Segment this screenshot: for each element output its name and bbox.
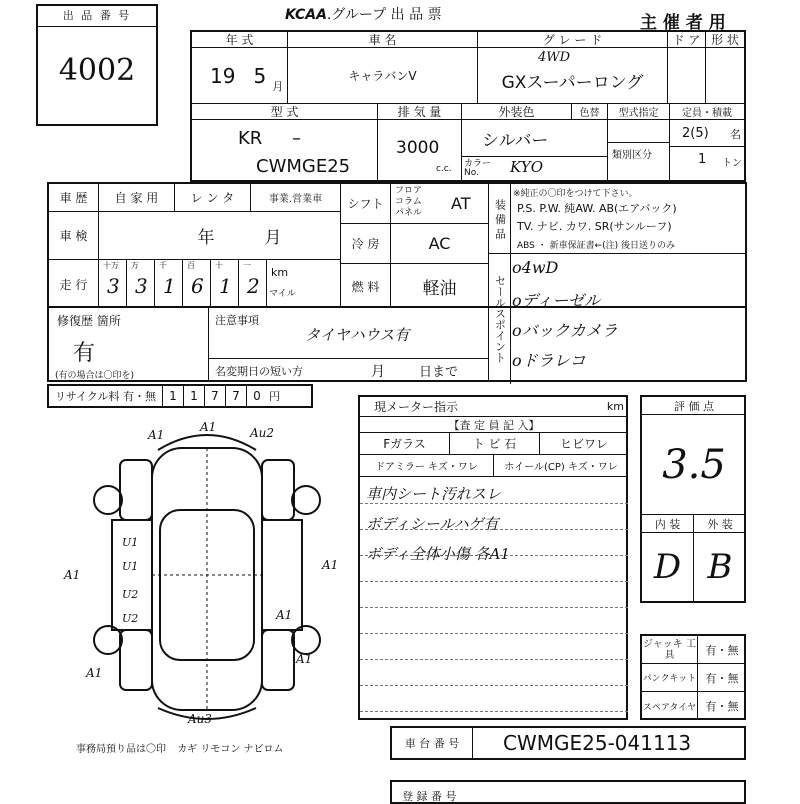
type-designation-label: 型式指定 [608,104,670,120]
inspector-block [358,395,628,720]
sales-points-label: セールスポイント [489,254,511,384]
grade-label: グ レ ー ド [478,32,668,48]
header-title [285,4,442,24]
ac-label: 冷 房 [341,224,391,264]
damage-mark: A1 [86,666,103,680]
mileage-digit-label: 千 [159,261,167,270]
floor-col-panel: フロア コラム パネル [395,186,423,218]
equipment-row-2: TV. ナビ. カワ. SR(サンルーフ) [517,220,672,233]
car-outline-svg [60,420,350,730]
mile-label: マイル [269,289,296,299]
km-label: km [271,266,289,279]
spare-label: スペアタイヤ [642,692,698,720]
displacement-value: 3000 [396,138,440,158]
color-change-label: 色替 [572,104,608,120]
year-value: 19 [210,63,236,88]
color-label: 外装色 [462,104,572,120]
door-value [668,48,706,104]
vehicle-info-block [190,30,746,182]
recycle-block [47,384,313,408]
cc-unit: c.c. [436,164,452,174]
chassis-block [390,726,746,760]
note-line [360,711,628,712]
caution-cell [209,308,489,380]
office-items: カギ リモコン ナビロム [177,744,284,755]
exterior-label: 外 装 [694,515,746,533]
interior-mark: U1 [122,560,139,573]
year-cell [192,48,288,104]
interior-mark: U2 [122,588,139,601]
repair-label: 修復歴 箇所 [57,314,121,328]
shift-cell [391,184,489,224]
lot-number: 4002 [58,53,136,88]
recycle-digit: 1 [162,385,183,407]
repair-block [47,308,747,382]
grade-note: 4WD [538,50,571,65]
equipment-row-1: P.S. P.W. 純AW. AB(エアバック) [517,202,677,215]
rental-label: レ ン タ [175,184,251,212]
spare-value: 有・無 [705,700,739,713]
month-value: 5 [253,63,267,88]
mileage-label: 走 行 [49,260,99,308]
mileage-digit [155,260,183,306]
registration-block [390,780,746,804]
fuel-value: 軽油 [391,264,489,308]
color-value: シルバー [482,131,549,151]
repair-cell [49,308,209,380]
mileage-digit-label: 一 [243,261,251,270]
damage-mark: A1 [322,558,339,572]
load-unit: トン [722,158,742,169]
recycle-label: リサイクル料 有・無 [55,390,156,403]
title-change-day: 日まで [419,365,459,380]
inspector-note: ボディ全体小傷 各A1 [366,545,510,563]
inspector-label: 【査 定 員 記 入】 [360,417,628,433]
mileage-digit [99,260,127,306]
note-line [360,633,628,634]
registration-label: 登 録 番 号 [402,790,457,803]
color-no-label: カラー No. [464,159,492,178]
equipment-cell [511,184,747,254]
displacement-label: 排 気 量 [378,104,462,120]
mileage-digit-label: 万 [131,261,139,270]
note-line [360,659,628,660]
lot-number-box [36,4,158,126]
recycle-digit: 7 [204,385,225,407]
history-label: 車 歴 [49,184,99,212]
mileage-digit-value: 2 [247,274,260,298]
capacity-unit: 名 [730,128,741,141]
note-line [360,581,628,582]
recycle-digits [162,385,267,407]
model-dash: – [292,128,301,149]
fuel-label: 燃 料 [341,264,391,308]
tools-block [640,634,746,720]
name-label: 車 名 [288,32,478,48]
door-label: ド ア [668,32,706,48]
grade-cell [478,48,668,104]
model-label: 型 式 [192,104,378,120]
interior-score: D [642,533,694,601]
inspection-month: 月 [264,228,282,248]
score-label: 評 価 点 [642,397,746,415]
mileage-digit-label: 百 [187,261,195,270]
meter-label: 現メーター指示 [374,400,459,414]
note-line [360,685,628,686]
recycle-digit: 1 [183,385,204,407]
puncture-label: パンクキット [642,664,698,692]
model-prefix: KR [238,128,263,149]
mileage-digit-label: 十 [215,261,223,270]
shape-value [706,48,744,104]
damage-mark: A1 [148,428,165,442]
interior-mark: U1 [122,536,139,549]
capacity-cell [670,120,744,180]
grade-value: GXスーパーロング [501,73,644,93]
sales-point-item: o4wD [512,258,559,277]
shift-label: シフト [341,184,391,224]
model-code: CWMGE25 [256,156,351,177]
car-name: キャラバンV [288,48,478,104]
sales-point-item: oディーゼル [512,291,601,310]
wheel-label: ホイール(CP) キズ・ワレ [494,455,628,477]
damage-mark: Au3 [188,712,213,726]
type-cell [608,120,670,180]
mileage-digit-label: 十万 [103,261,119,270]
inspector-note: 車内シート汚れスレ [366,485,502,503]
chassis-label: 車 台 番 号 [392,728,473,758]
damage-mark: A1 [276,608,293,622]
crack-label: ヒビワレ [540,433,628,455]
mileage-digit-value: 1 [163,274,176,298]
chassis-value: CWMGE25-041113 [503,731,692,755]
class-label: 類別区分 [612,150,652,161]
recycle-unit: 円 [268,390,280,403]
chip-label: ト ビ 石 [450,433,540,455]
capacity-label: 定員・積載 [670,104,744,120]
displacement-cell [378,120,462,180]
lot-label: 出 品 番 号 [38,6,156,27]
sales-point-item: oバックカメラ [512,321,618,340]
glass-label: Fガラス [360,433,450,455]
sales-point-item: oドラレコ [512,351,586,370]
repair-note: (有の場合は〇印を) [55,371,135,381]
meter-row [360,397,628,417]
model-cell [192,120,378,180]
vehicle-diagram [60,420,350,730]
private-label: 自 家 用 [99,184,175,212]
mirror-label: ドアミラー キズ・ワレ [360,455,494,477]
jack-label: ジャッキ 工 具 [642,636,698,664]
shape-label: 形 状 [706,32,744,48]
mileage-digit-value: 1 [219,274,232,298]
recycle-digit: 0 [246,385,267,407]
score-value: 3.5 [642,415,746,515]
inspector-note: ボディシールハゲ有 [366,515,499,533]
interior-mark: U2 [122,612,139,625]
recycle-digit: 7 [225,385,246,407]
shift-value: AT [451,194,471,213]
organizer-label: 主 催 者 用 [640,13,726,33]
mileage-digit-value: 3 [135,274,148,298]
mileage-digit [239,260,267,306]
puncture-value: 有・無 [698,664,746,692]
mileage-digit-value: 3 [107,274,120,298]
mileage-cell [99,260,341,308]
mileage-digit [211,260,239,306]
equipment-row-3: ABS ・ 新車保証書←(注) 後日送りのみ [517,241,676,251]
business-label: 事業.営業車 [251,184,341,212]
title-change-month: 月 [371,364,385,380]
repair-value: 有 [73,341,96,366]
mileage-digit [127,260,155,306]
mileage-digit [183,260,211,306]
inspection-cell [99,212,341,260]
inspection-year: 年 [197,228,215,248]
exterior-score: B [707,547,733,587]
damage-mark: A1 [296,652,313,666]
damage-mark: Au2 [250,426,275,440]
note-line [360,607,628,608]
color-cell [462,120,608,180]
capacity-value: 2(5) [682,126,709,141]
mileage-digit-value: 6 [191,274,204,298]
color-no-value: KYO [510,158,544,176]
equipment-label: 装 備 品 [489,184,511,254]
org-logo: KCAA [285,7,327,23]
jack-value: 有・無 [698,636,746,664]
org-title: .グループ 出 品 票 [326,7,442,23]
title-change-label: 名変期日の短い方 [215,365,303,378]
damage-mark: A1 [200,420,217,434]
equipment-note: ※純正の〇印をつけて下さい。 [513,189,638,199]
inspection-label: 車 検 [49,212,99,260]
meter-unit: km [606,400,624,413]
year-label: 年 式 [192,32,288,48]
score-block [640,395,746,603]
month-unit: 月 [272,79,284,93]
caution-value: タイヤハウス有 [305,326,410,344]
ac-value: AC [391,224,489,264]
interior-label: 内 装 [642,515,694,533]
load-value: 1 [698,152,707,167]
caution-label: 注意事項 [215,314,259,327]
damage-mark: A1 [64,568,81,582]
office-note-label: 事務局預り品は〇印 [76,744,166,755]
office-note [76,740,284,755]
